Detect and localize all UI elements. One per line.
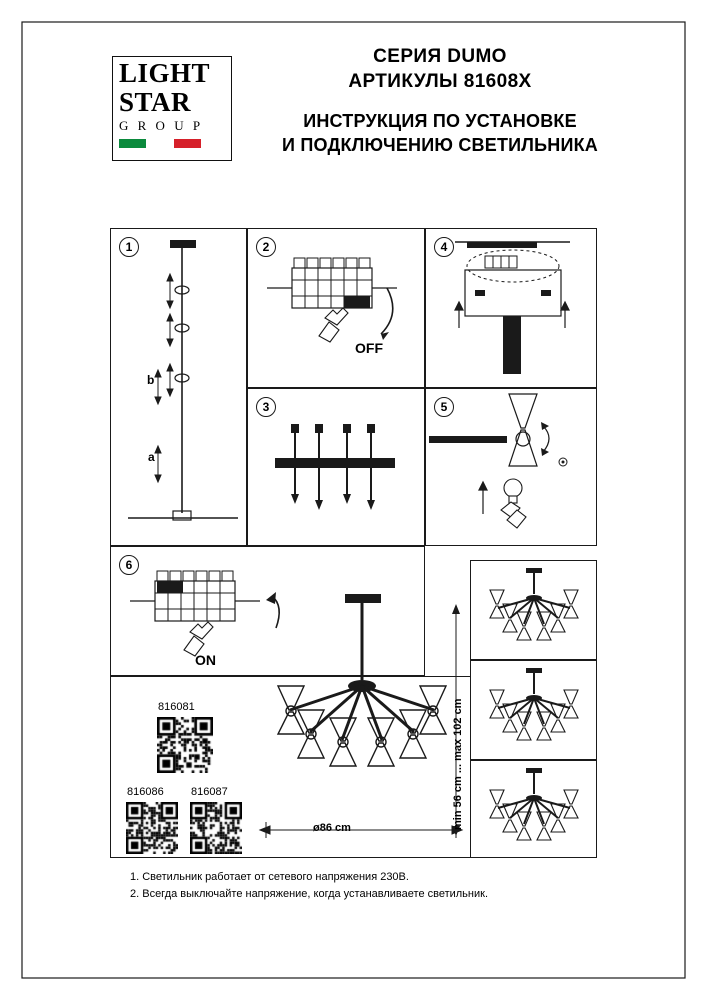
- series-label: СЕРИЯ DUMO: [373, 46, 507, 67]
- step-badge-4: 4: [434, 237, 454, 257]
- step-badge-6: 6: [119, 555, 139, 575]
- step-2-label-off: OFF: [355, 340, 383, 356]
- step-badge-2: 2: [256, 237, 276, 257]
- diameter-label: ø86 cm: [313, 822, 351, 834]
- note-1: 1. Светильник работает от сетевого напряжения 230В.: [130, 871, 409, 883]
- step-5-diagram: [425, 388, 597, 546]
- step-2-diagram: [247, 228, 425, 388]
- note-2: 2. Всегда выключайте напряжение, когда устанавливаете светильник.: [130, 888, 489, 900]
- qr-code-816087: [190, 802, 242, 854]
- qr-code-816081: [157, 717, 213, 773]
- step-1-diagram: [110, 228, 247, 546]
- brand-line-1: LIGHT: [119, 58, 211, 88]
- brand-line-3: G R O U P: [119, 118, 204, 133]
- title-line-1: ИНСТРУКЦИЯ ПО УСТАНОВКЕ: [303, 111, 577, 131]
- variant-view-2: [470, 660, 597, 760]
- code-label-816081: 816081: [158, 701, 195, 713]
- step-3-diagram: [247, 388, 425, 546]
- step-badge-3: 3: [256, 397, 276, 417]
- step-badge-1: 1: [119, 237, 139, 257]
- brand-logo: [112, 56, 232, 161]
- step-badge-5: 5: [434, 397, 454, 417]
- title-line-2: И ПОДКЛЮЧЕНИЮ СВЕТИЛЬНИКА: [282, 135, 598, 155]
- step-1-label-a: a: [148, 450, 155, 464]
- step-6-label-on: ON: [195, 652, 216, 668]
- code-label-816086: 816086: [127, 786, 164, 798]
- qr-code-816086: [126, 802, 178, 854]
- notes-block: [130, 869, 580, 903]
- header-text-block: [260, 46, 620, 157]
- brand-line-2: STAR: [119, 87, 192, 117]
- variant-view-1: [470, 560, 597, 660]
- step-4-diagram: [425, 228, 597, 388]
- italy-flag-icon: [119, 139, 201, 148]
- height-label: min 56 cm ... max 102 cm: [452, 698, 464, 830]
- code-label-816087: 816087: [191, 786, 228, 798]
- document-header: [100, 46, 620, 186]
- article-label: АРТИКУЛЫ 81608X: [348, 71, 532, 92]
- step-1-label-b: b: [147, 373, 155, 387]
- variant-view-3: [470, 760, 597, 858]
